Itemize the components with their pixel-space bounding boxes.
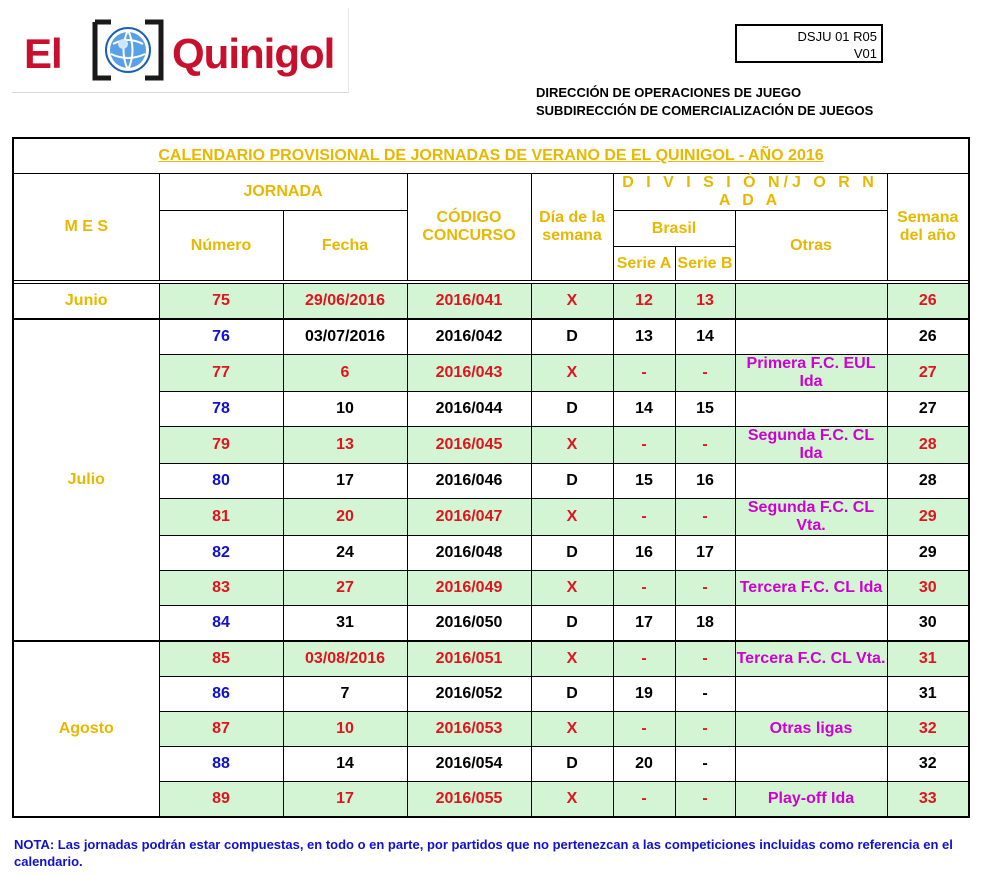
otras-cell: Segunda F.C. CL Vta. <box>735 499 887 536</box>
serie-a-cell: - <box>613 782 675 818</box>
header-dia-line1: Día de la <box>539 209 605 226</box>
concurso-code-cell: 2016/041 <box>407 284 531 320</box>
header-dia <box>531 174 613 281</box>
logo-text-el: El <box>24 30 62 77</box>
header-division: D I V I S I Ó N/J O R N A D A <box>613 174 887 211</box>
serie-b-cell: - <box>675 782 735 818</box>
concurso-code-cell: 2016/042 <box>407 319 531 355</box>
jornada-number-cell: 88 <box>159 747 283 782</box>
serie-b-cell: 17 <box>675 536 735 571</box>
header-serie-b: Serie B <box>675 247 735 281</box>
otras-cell <box>735 464 887 499</box>
concurso-code-cell: 2016/045 <box>407 427 531 464</box>
serie-a-cell: 13 <box>613 319 675 355</box>
serie-b-cell: 16 <box>675 464 735 499</box>
month-cell: Agosto <box>13 641 159 817</box>
otras-cell: Tercera F.C. CL Vta. <box>735 641 887 677</box>
week-number-cell: 32 <box>887 712 969 747</box>
otras-cell: Segunda F.C. CL Ida <box>735 427 887 464</box>
jornada-date-cell: 14 <box>283 747 407 782</box>
week-number-cell: 29 <box>887 536 969 571</box>
jornada-number-cell: 81 <box>159 499 283 536</box>
header-numero: Número <box>159 211 283 281</box>
nota-footnote: NOTA: Las jornadas podrán estar compuestas, en todo o en parte, por partidos que no pertenezcan a las competiciones incluidas como referencia en el calendario. <box>14 837 953 869</box>
serie-a-cell: 16 <box>613 536 675 571</box>
otras-cell <box>735 677 887 712</box>
concurso-code-cell: 2016/047 <box>407 499 531 536</box>
concurso-code-cell: 2016/048 <box>407 536 531 571</box>
jornada-number-cell: 83 <box>159 571 283 606</box>
serie-b-cell: 18 <box>675 606 735 642</box>
jornada-number-cell: 85 <box>159 641 283 677</box>
jornada-date-cell: 03/08/2016 <box>283 641 407 677</box>
jornada-date-cell: 27 <box>283 571 407 606</box>
header-codigo-line2: CONCURSO <box>422 227 516 244</box>
week-number-cell: 31 <box>887 677 969 712</box>
table-row <box>13 284 969 320</box>
jornada-number-cell: 80 <box>159 464 283 499</box>
serie-b-cell: - <box>675 747 735 782</box>
serie-a-cell: - <box>613 641 675 677</box>
quinigol-logo <box>12 8 349 93</box>
header-serie-a: Serie A <box>613 247 675 281</box>
header-dia-line2: semana <box>542 227 602 244</box>
week-number-cell: 30 <box>887 606 969 642</box>
serie-a-cell: 20 <box>613 747 675 782</box>
document-version: V01 <box>853 46 877 61</box>
org-line-2: SUBDIRECCIÓN DE COMERCIALIZACIÓN DE JUEGOS <box>536 103 874 118</box>
week-number-cell: 28 <box>887 427 969 464</box>
serie-b-cell: - <box>675 712 735 747</box>
otras-cell <box>735 319 887 355</box>
jornada-number-cell: 75 <box>159 284 283 320</box>
weekday-cell: X <box>531 499 613 536</box>
month-cell: Junio <box>13 284 159 320</box>
otras-cell <box>735 747 887 782</box>
weekday-cell: X <box>531 571 613 606</box>
serie-b-cell: 13 <box>675 284 735 320</box>
week-number-cell: 32 <box>887 747 969 782</box>
week-number-cell: 27 <box>887 392 969 427</box>
serie-a-cell: 17 <box>613 606 675 642</box>
weekday-cell: D <box>531 319 613 355</box>
jornada-number-cell: 82 <box>159 536 283 571</box>
concurso-code-cell: 2016/044 <box>407 392 531 427</box>
otras-cell: Play-off Ida <box>735 782 887 818</box>
jornada-date-cell: 20 <box>283 499 407 536</box>
serie-a-cell: 15 <box>613 464 675 499</box>
serie-b-cell: 15 <box>675 392 735 427</box>
weekday-cell: X <box>531 782 613 818</box>
concurso-code-cell: 2016/049 <box>407 571 531 606</box>
otras-cell <box>735 606 887 642</box>
header-codigo-line1: CÓDIGO <box>436 209 502 226</box>
serie-b-cell: - <box>675 355 735 392</box>
concurso-code-cell: 2016/051 <box>407 641 531 677</box>
jornada-number-cell: 76 <box>159 319 283 355</box>
jornada-date-cell: 29/06/2016 <box>283 284 407 320</box>
header-mes: M E S <box>13 174 159 281</box>
weekday-cell: X <box>531 712 613 747</box>
header-semana-line1: Semana <box>897 209 959 226</box>
weekday-cell: X <box>531 355 613 392</box>
header-fecha: Fecha <box>283 211 407 281</box>
week-number-cell: 26 <box>887 284 969 320</box>
week-number-cell: 27 <box>887 355 969 392</box>
week-number-cell: 29 <box>887 499 969 536</box>
serie-a-cell: - <box>613 355 675 392</box>
otras-cell: Primera F.C. EUL Ida <box>735 355 887 392</box>
otras-cell <box>735 536 887 571</box>
jornada-number-cell: 86 <box>159 677 283 712</box>
weekday-cell: X <box>531 427 613 464</box>
otras-cell <box>735 392 887 427</box>
jornada-number-cell: 77 <box>159 355 283 392</box>
serie-b-cell: - <box>675 571 735 606</box>
table-row <box>13 319 969 355</box>
weekday-cell: D <box>531 677 613 712</box>
concurso-code-cell: 2016/055 <box>407 782 531 818</box>
calendar-table <box>12 137 970 818</box>
serie-a-cell: 14 <box>613 392 675 427</box>
header-codigo <box>407 174 531 281</box>
document-code: DSJU 01 R05 <box>797 29 877 44</box>
concurso-code-cell: 2016/053 <box>407 712 531 747</box>
table-row <box>13 641 969 677</box>
serie-b-cell: - <box>675 677 735 712</box>
week-number-cell: 26 <box>887 319 969 355</box>
serie-a-cell: - <box>613 499 675 536</box>
header-otras: Otras <box>735 211 887 281</box>
serie-a-cell: - <box>613 427 675 464</box>
jornada-number-cell: 89 <box>159 782 283 818</box>
weekday-cell: X <box>531 284 613 320</box>
header-brasil: Brasil <box>613 211 735 247</box>
weekday-cell: D <box>531 464 613 499</box>
jornada-date-cell: 31 <box>283 606 407 642</box>
week-number-cell: 33 <box>887 782 969 818</box>
otras-cell: Tercera F.C. CL Ida <box>735 571 887 606</box>
weekday-cell: D <box>531 536 613 571</box>
serie-b-cell: - <box>675 499 735 536</box>
jornada-date-cell: 17 <box>283 464 407 499</box>
weekday-cell: D <box>531 392 613 427</box>
jornada-date-cell: 13 <box>283 427 407 464</box>
calendar-title: CALENDARIO PROVISIONAL DE JORNADAS DE VERANO DE EL QUINIGOL - AÑO 2016 <box>13 138 969 174</box>
weekday-cell: D <box>531 747 613 782</box>
weekday-cell: D <box>531 606 613 642</box>
serie-b-cell: - <box>675 641 735 677</box>
concurso-code-cell: 2016/046 <box>407 464 531 499</box>
jornada-number-cell: 84 <box>159 606 283 642</box>
header-semana-line2: del año <box>899 227 956 244</box>
concurso-code-cell: 2016/054 <box>407 747 531 782</box>
organization-heading <box>536 84 873 120</box>
jornada-date-cell: 10 <box>283 392 407 427</box>
month-cell: Julio <box>13 319 159 641</box>
serie-a-cell: - <box>613 571 675 606</box>
jornada-number-cell: 78 <box>159 392 283 427</box>
jornada-number-cell: 87 <box>159 712 283 747</box>
header-semana <box>887 174 969 281</box>
jornada-date-cell: 6 <box>283 355 407 392</box>
logo-text-quinigol: Quinigol <box>172 30 335 77</box>
jornada-date-cell: 24 <box>283 536 407 571</box>
header-jornada: JORNADA <box>159 174 407 211</box>
weekday-cell: X <box>531 641 613 677</box>
week-number-cell: 30 <box>887 571 969 606</box>
jornada-date-cell: 7 <box>283 677 407 712</box>
jornada-date-cell: 10 <box>283 712 407 747</box>
jornada-date-cell: 03/07/2016 <box>283 319 407 355</box>
week-number-cell: 31 <box>887 641 969 677</box>
otras-cell: Otras ligas <box>735 712 887 747</box>
soccer-ball-globe-icon <box>91 18 165 82</box>
concurso-code-cell: 2016/052 <box>407 677 531 712</box>
serie-a-cell: - <box>613 712 675 747</box>
org-line-1: DIRECCIÓN DE OPERACIONES DE JUEGO <box>536 85 802 100</box>
otras-cell <box>735 284 887 320</box>
concurso-code-cell: 2016/043 <box>407 355 531 392</box>
jornada-number-cell: 79 <box>159 427 283 464</box>
week-number-cell: 28 <box>887 464 969 499</box>
jornada-date-cell: 17 <box>283 782 407 818</box>
serie-a-cell: 12 <box>613 284 675 320</box>
concurso-code-cell: 2016/050 <box>407 606 531 642</box>
document-code-box <box>735 24 883 63</box>
serie-b-cell: 14 <box>675 319 735 355</box>
serie-a-cell: 19 <box>613 677 675 712</box>
serie-b-cell: - <box>675 427 735 464</box>
